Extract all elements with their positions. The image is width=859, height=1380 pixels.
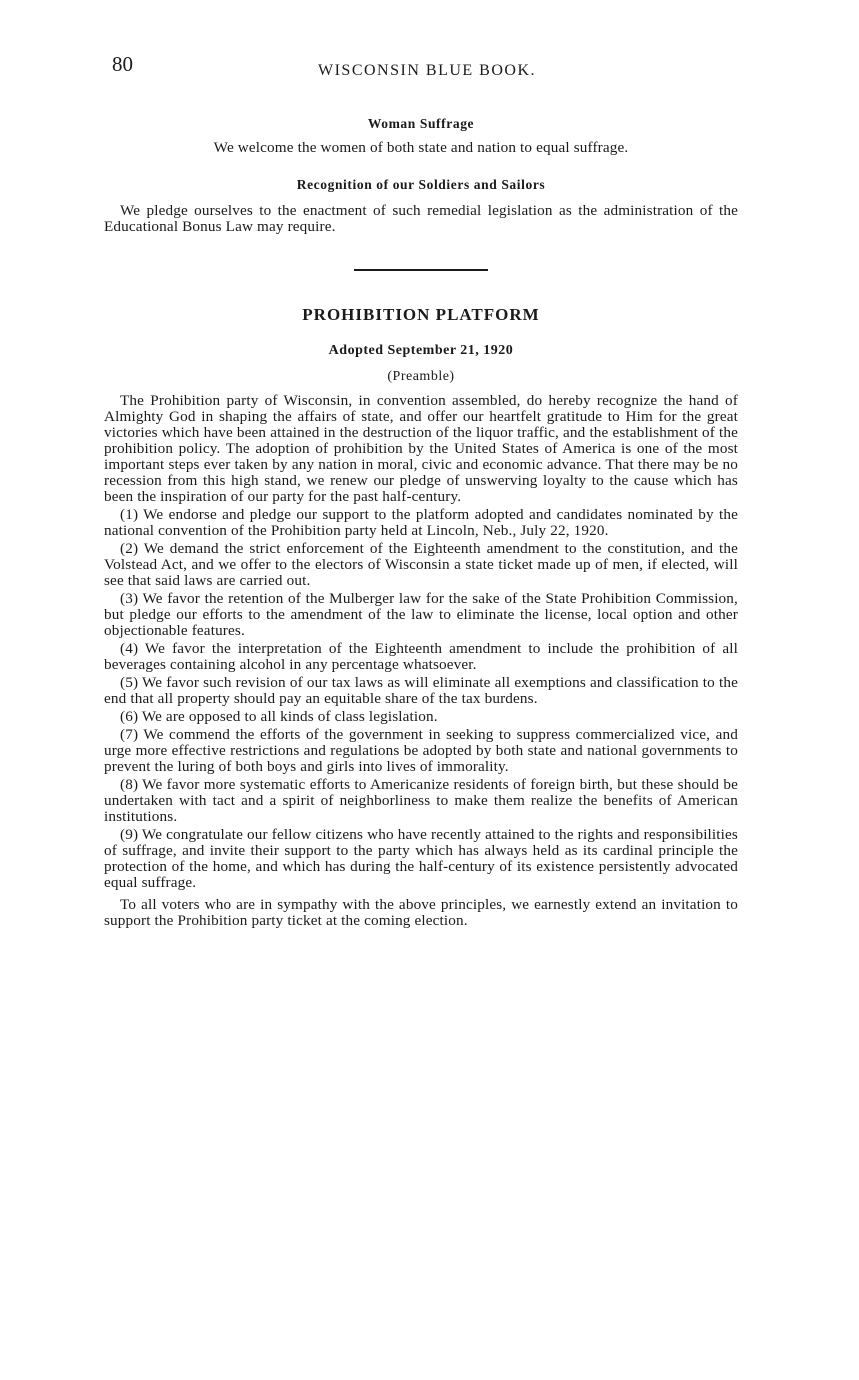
book-title: WISCONSIN BLUE BOOK. <box>318 62 536 79</box>
platform-item-7: (7) We commend the efforts of the government in seeking to suppress commercialized vice, and urge more effective restrictions and regulations be adopted by both state and national governments to prevent the luring of both boys and girls into lives of immorality. <box>104 726 738 775</box>
preamble-label: (Preamble) <box>387 369 455 384</box>
soldiers-sailors-heading: Recognition of our Soldiers and Sailors <box>296 177 546 192</box>
platform-item-6: (6) We are opposed to all kinds of class legislation. <box>120 708 438 725</box>
platform-title: PROHIBITION PLATFORM <box>302 305 540 324</box>
platform-item-8: (8) We favor more systematic efforts to Americanize residents of foreign birth, but these should be undertaken with tact and a spirit of neighborliness to make them realize the benefits of American institutions. <box>104 776 738 825</box>
adopted-date: Adopted September 21, 1920 <box>328 343 514 358</box>
platform-item-9: (9) We congratulate our fellow citizens who have recently attained to the rights and responsibilities of suffrage, and invite their support to the party which has always held as its cardinal principle the protection of the home, and which has during the half-century of its existence persistently advocated equal suffrage. <box>104 826 738 891</box>
page-number: 80 <box>112 52 133 76</box>
woman-suffrage-heading: Woman Suffrage <box>367 116 475 131</box>
document-page <box>104 50 738 929</box>
platform-item-2: (2) We demand the strict enforcement of the Eighteenth amendment to the constitution, and the Volstead Act, and we offer to the electors of Wisconsin a state ticket made up of men, if elected, will see that said laws are carried out. <box>104 540 738 589</box>
running-head <box>104 50 738 84</box>
platform-item-5: (5) We favor such revision of our tax laws as will eliminate all exemptions and classification to the end that all property should pay an equitable share of the tax burdens. <box>104 674 738 707</box>
platform-item-1: (1) We endorse and pledge our support to the platform adopted and candidates nominated by the national convention of the Prohibition party held at Lincoln, Neb., July 22, 1920. <box>104 506 738 539</box>
platform-item-4: (4) We favor the interpretation of the Eighteenth amendment to include the prohibition of all beverages containing alcohol in any percentage whatsoever. <box>104 640 738 673</box>
preamble-paragraph: The Prohibition party of Wisconsin, in convention assembled, do hereby recognize the hand of Almighty God in shaping the affairs of state, and offer our heartfelt gratitude to Him for the great victories which have been attained in the destruction of the liquor traffic, and the establishment of the prohibition policy. The adoption of prohibition by the United States of America is one of the most important steps ever taken by any nation in moral, civic and economic advance. That there may be no recession from this high stand, we renew our pledge of unswerving loyalty to the cause which has been the inspiration of our party for the past half-century. <box>104 392 738 505</box>
platform-item-3: (3) We favor the retention of the Mulberger law for the sake of the State Prohibition Commission, but pledge our efforts to the amendment of the law to eliminate the license, local option and other objectionable features. <box>104 590 738 639</box>
woman-suffrage-text: We welcome the women of both state and nation to equal suffrage. <box>213 139 629 156</box>
soldiers-sailors-text: We pledge ourselves to the enactment of such remedial legislation as the administration of the Educational Bonus Law may require. <box>104 202 738 235</box>
closing-paragraph: To all voters who are in sympathy with the above principles, we earnestly extend an invitation to support the Prohibition party ticket at the coming election. <box>104 896 738 929</box>
